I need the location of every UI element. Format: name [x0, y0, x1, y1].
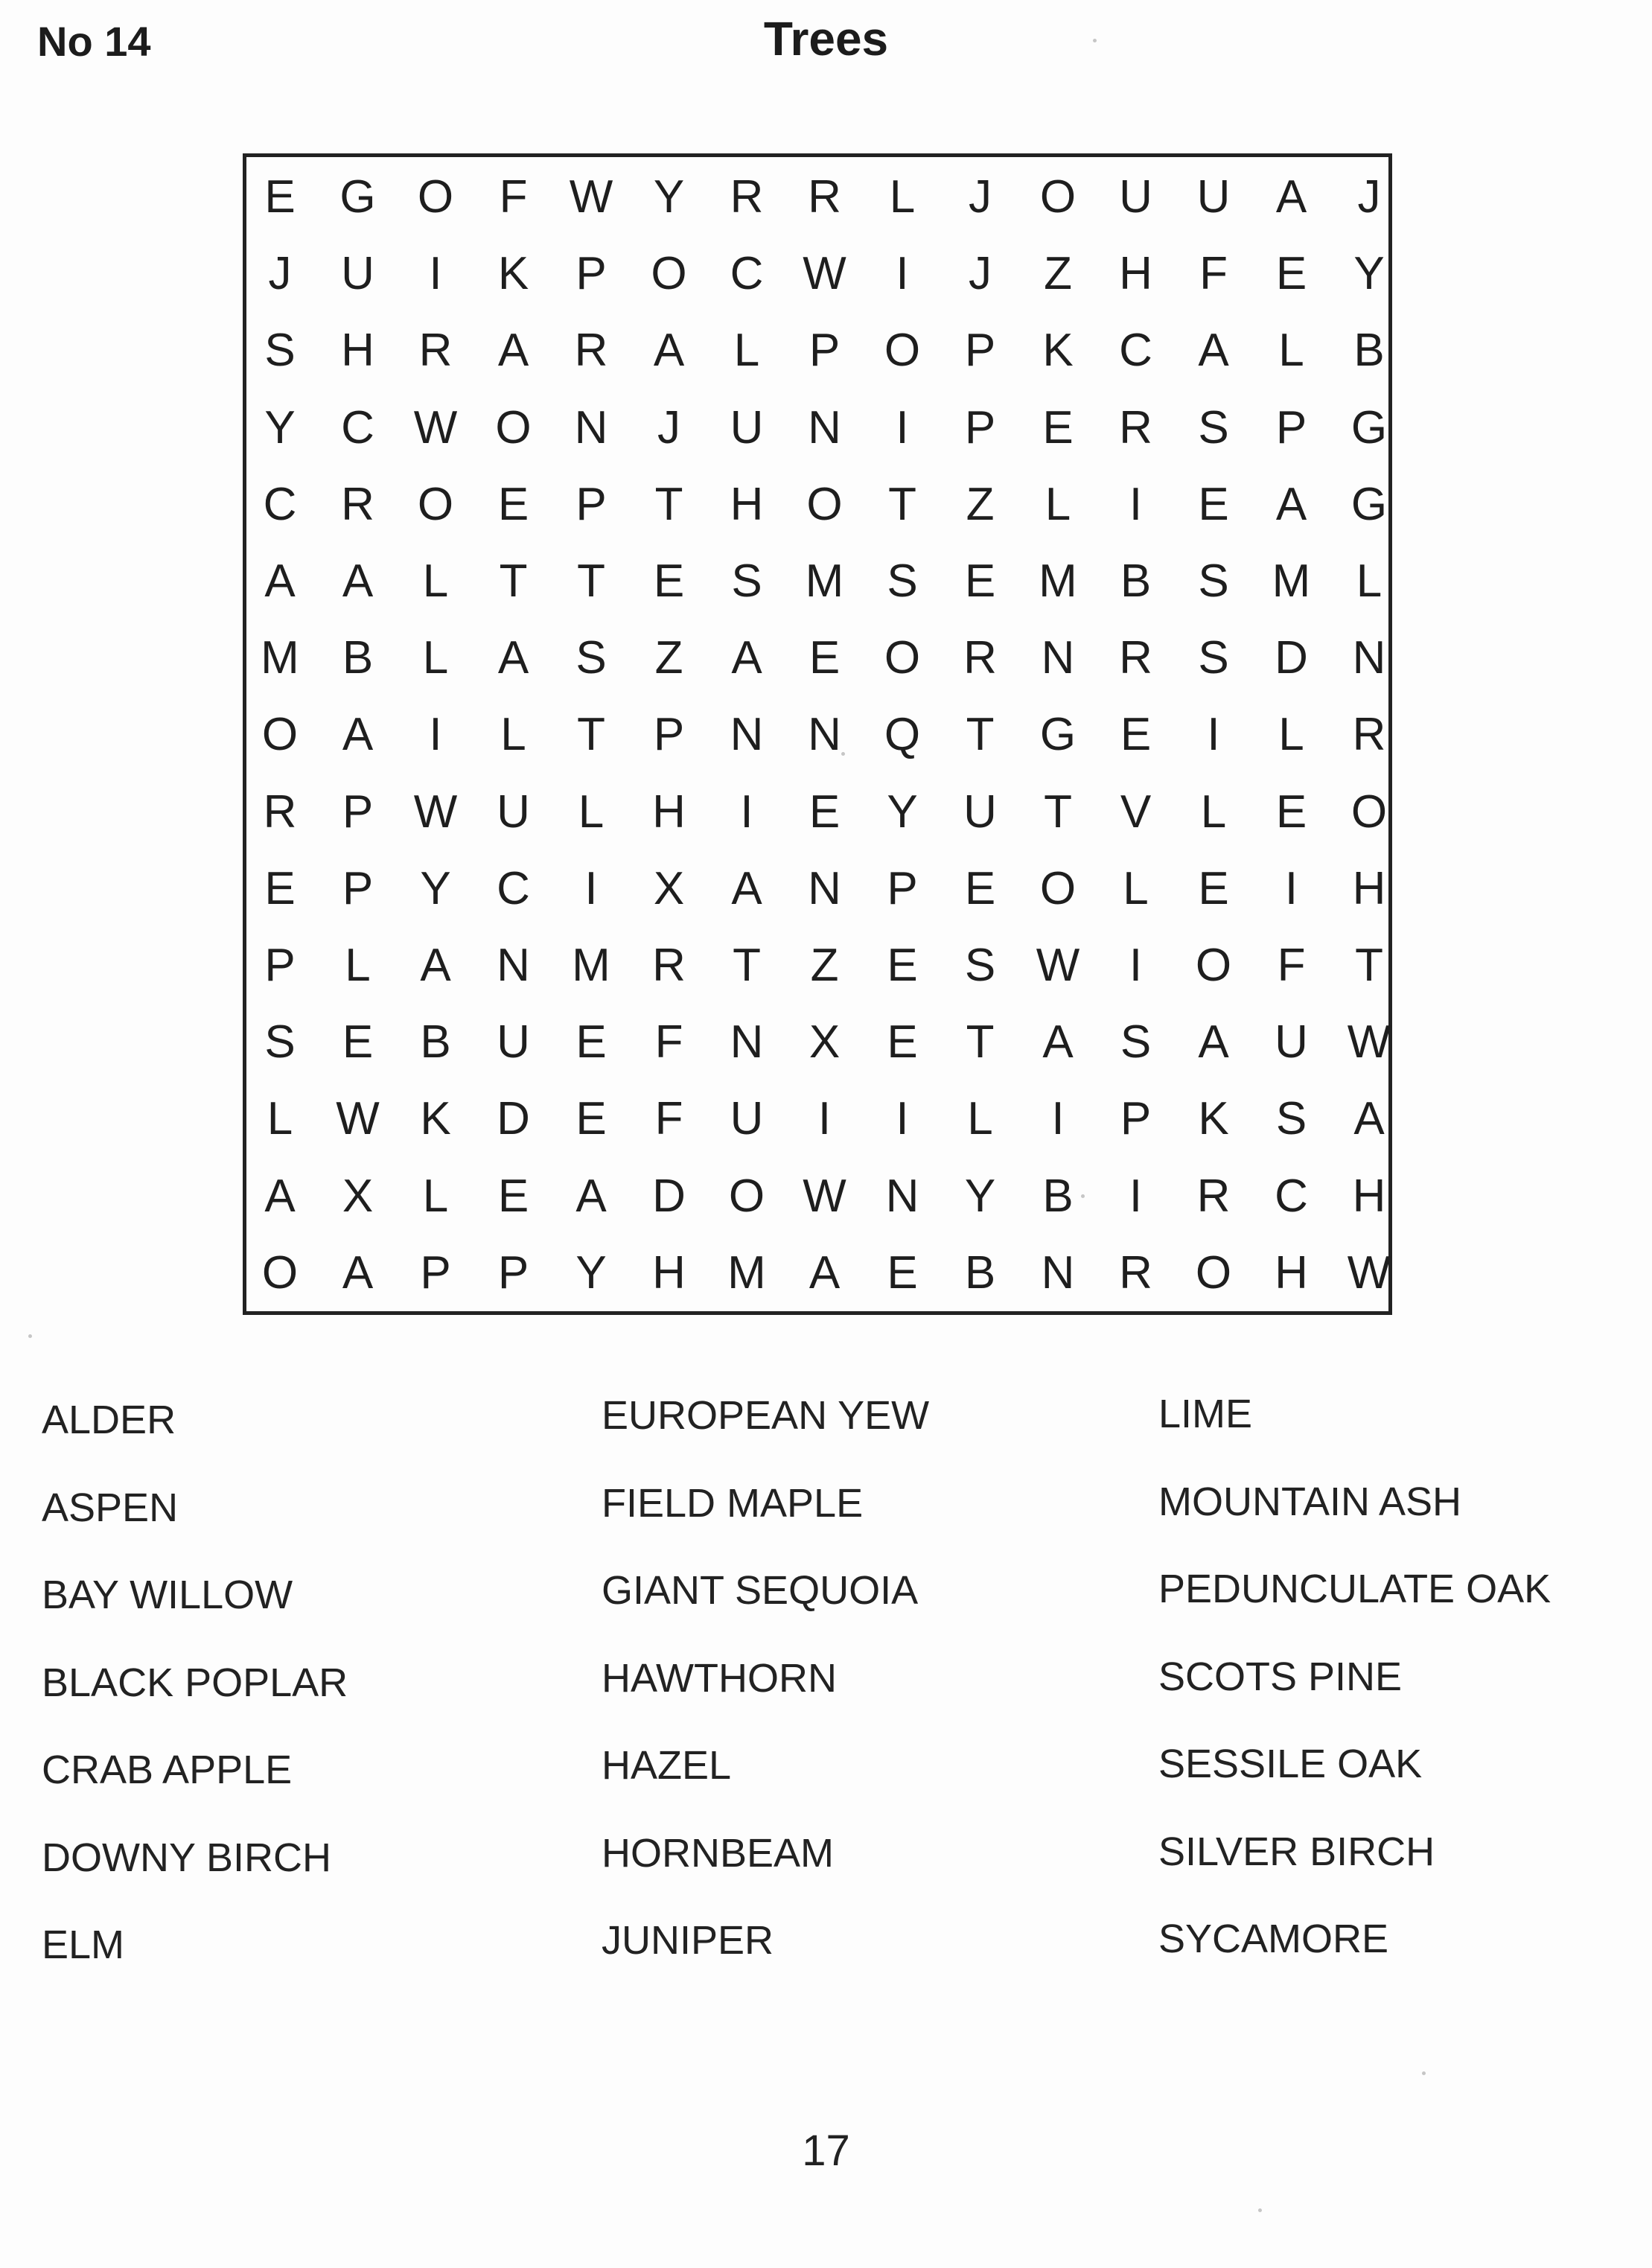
- grid-letter: A: [1042, 1016, 1074, 1068]
- grid-letter: L: [1200, 786, 1227, 838]
- grid-letter: E: [887, 1246, 918, 1299]
- word-list-item: SILVER BIRCH: [1158, 1829, 1435, 1874]
- grid-letter: R: [652, 940, 686, 991]
- grid-letter: S: [1198, 401, 1229, 453]
- word-list-item: BAY WILLOW: [42, 1573, 293, 1617]
- grid-letter: H: [1275, 1246, 1308, 1299]
- grid-letter: N: [1041, 632, 1075, 684]
- grid-letter: I: [896, 1093, 909, 1145]
- grid-letter: M: [727, 1246, 766, 1299]
- grid-letter: G: [1039, 709, 1077, 761]
- grid-letter: Y: [887, 786, 918, 838]
- grid-letter: I: [1129, 1170, 1143, 1222]
- scan-speck: [1093, 39, 1097, 42]
- grid-letter: P: [653, 709, 685, 761]
- page-title: Trees: [763, 12, 889, 66]
- grid-letter: A: [653, 325, 685, 377]
- grid-letter: N: [808, 862, 841, 914]
- grid-letter: R: [418, 325, 453, 377]
- grid-letter: P: [342, 786, 374, 838]
- grid-letter: W: [336, 1093, 380, 1145]
- grid-letter: U: [730, 1093, 764, 1145]
- grid-letter: P: [342, 862, 374, 914]
- grid-letter: P: [497, 1246, 529, 1299]
- grid-letter: R: [1352, 709, 1386, 761]
- grid-letter: N: [808, 709, 841, 761]
- grid-letter: W: [803, 248, 846, 300]
- grid-letter: S: [887, 555, 918, 607]
- grid-letter: A: [497, 632, 529, 684]
- grid-letter: G: [1350, 478, 1388, 530]
- grid-letter: L: [733, 325, 760, 377]
- grid-letter: E: [887, 940, 918, 991]
- word-list-item: HAZEL: [602, 1743, 732, 1788]
- word-list-item: SYCAMORE: [1158, 1917, 1389, 1961]
- grid-letter: O: [884, 325, 921, 377]
- grid-letter: G: [1350, 401, 1388, 453]
- grid-letter: L: [422, 632, 449, 684]
- grid-letter: C: [263, 478, 297, 530]
- grid-letter: S: [575, 632, 607, 684]
- grid-letter: U: [963, 786, 997, 838]
- grid-letter: A: [342, 709, 374, 761]
- word-list-item: BLACK POPLAR: [42, 1660, 348, 1705]
- grid-letter: O: [417, 171, 454, 223]
- grid-letter: N: [730, 709, 764, 761]
- grid-letter: Z: [810, 940, 839, 991]
- grid-letter: A: [1198, 325, 1229, 377]
- grid-letter: K: [1198, 1093, 1229, 1145]
- grid-letter: B: [342, 632, 374, 684]
- grid-letter: K: [497, 248, 529, 300]
- grid-letter: A: [1353, 1093, 1385, 1145]
- grid-letter: T: [966, 709, 995, 761]
- grid-letter: A: [1198, 1016, 1229, 1068]
- word-list-item: ELM: [42, 1923, 125, 1967]
- grid-letter: P: [887, 862, 918, 914]
- word-list-item: SCOTS PINE: [1158, 1654, 1403, 1699]
- grid-letter: I: [429, 248, 442, 300]
- grid-letter: E: [575, 1016, 607, 1068]
- grid-letter: C: [341, 401, 374, 453]
- grid-letter: I: [429, 709, 442, 761]
- grid-letter: E: [1120, 709, 1152, 761]
- grid-letter: L: [267, 1093, 293, 1145]
- grid-letter: E: [497, 1170, 529, 1222]
- grid-letter: A: [497, 325, 529, 377]
- grid-letter: U: [497, 1016, 530, 1068]
- grid-letter: P: [264, 940, 296, 991]
- grid-letter: Q: [884, 709, 921, 761]
- grid-letter: O: [806, 478, 843, 530]
- grid-letter: E: [1275, 248, 1307, 300]
- grid-letter: E: [264, 171, 296, 223]
- grid-letter: F: [654, 1093, 683, 1145]
- grid-letter: R: [1119, 632, 1152, 684]
- grid-letter: W: [803, 1170, 846, 1222]
- grid-letter: R: [730, 171, 764, 223]
- grid-letter: S: [1120, 1016, 1152, 1068]
- grid-letter: R: [341, 478, 374, 530]
- grid-letter: M: [572, 940, 610, 991]
- grid-letter: C: [1275, 1170, 1308, 1222]
- grid-letter: O: [261, 709, 299, 761]
- grid-letter: I: [1207, 709, 1220, 761]
- grid-letter: B: [420, 1016, 451, 1068]
- grid-letter: S: [264, 1016, 296, 1068]
- scan-speck: [1422, 2071, 1426, 2075]
- grid-letter: R: [808, 171, 841, 223]
- grid-letter: Y: [653, 171, 685, 223]
- grid-letter: Y: [1353, 248, 1385, 300]
- grid-letter: A: [264, 555, 296, 607]
- grid-letter: L: [889, 171, 916, 223]
- grid-letter: G: [339, 171, 376, 223]
- grid-letter: Y: [264, 401, 296, 453]
- grid-letter: T: [1355, 940, 1383, 991]
- grid-letter: E: [575, 1093, 607, 1145]
- grid-letter: T: [966, 1016, 995, 1068]
- grid-letter: F: [1277, 940, 1306, 991]
- grid-letter: W: [413, 401, 458, 453]
- word-list-item: FIELD MAPLE: [602, 1480, 864, 1526]
- grid-letter: L: [578, 786, 605, 838]
- grid-letter: O: [728, 1170, 765, 1222]
- grid-letter: C: [1119, 325, 1152, 377]
- grid-letter: F: [1199, 248, 1228, 300]
- grid-letter: F: [499, 171, 528, 223]
- grid-letter: D: [497, 1093, 530, 1145]
- grid-letter: T: [888, 478, 916, 530]
- grid-letter: J: [268, 248, 292, 300]
- word-list-item: JUNIPER: [602, 1918, 774, 1963]
- grid-letter: P: [964, 401, 996, 453]
- word-list-item: DOWNY BIRCH: [42, 1835, 332, 1880]
- grid-letter: S: [1198, 555, 1229, 607]
- grid-letter: A: [1275, 478, 1307, 530]
- grid-letter: T: [577, 709, 605, 761]
- grid-letter: D: [1275, 632, 1308, 684]
- word-list-column-2: [602, 1395, 1138, 2008]
- grid-letter: I: [817, 1093, 832, 1145]
- grid-letter: W: [1347, 1246, 1391, 1299]
- grid-letter: I: [896, 401, 909, 453]
- grid-letter: T: [1044, 786, 1072, 838]
- grid-letter: I: [896, 248, 909, 300]
- word-list-column-3: [1158, 1394, 1652, 2007]
- grid-letter: K: [420, 1093, 451, 1145]
- grid-letter: L: [1278, 325, 1304, 377]
- word-list-item: PEDUNCULATE OAK: [1158, 1567, 1551, 1611]
- grid-letter: E: [1198, 478, 1229, 530]
- grid-letter: R: [1119, 1246, 1152, 1299]
- grid-letter: U: [1119, 171, 1152, 223]
- grid-letter: O: [1195, 940, 1232, 991]
- grid-letter: Y: [420, 862, 451, 914]
- scan-speck: [28, 1334, 32, 1338]
- grid-letter: F: [654, 1016, 683, 1068]
- grid-letter: W: [569, 171, 613, 223]
- grid-letter: W: [1347, 1016, 1391, 1068]
- grid-letter: T: [577, 555, 605, 607]
- grid-letter: L: [1123, 862, 1149, 914]
- grid-letter: N: [574, 401, 608, 453]
- word-list-column-1: [42, 1400, 578, 2013]
- grid-letter: P: [964, 325, 996, 377]
- grid-letter: B: [1042, 1170, 1074, 1222]
- grid-letter: P: [809, 325, 841, 377]
- grid-letter: T: [499, 555, 528, 607]
- grid-letter: N: [1352, 632, 1386, 684]
- grid-letter: H: [730, 478, 764, 530]
- grid-letter: O: [1195, 1246, 1232, 1299]
- grid-letter: R: [963, 632, 997, 684]
- grid-letter: A: [1275, 171, 1307, 223]
- grid-letter: D: [652, 1170, 686, 1222]
- grid-letter: E: [809, 786, 841, 838]
- word-search-grid: [246, 157, 1391, 1311]
- word-list-item: LIME: [1158, 1392, 1253, 1436]
- grid-letter: L: [345, 940, 371, 991]
- grid-letter: A: [342, 555, 374, 607]
- grid-letter: L: [422, 555, 449, 607]
- grid-letter: E: [264, 862, 296, 914]
- grid-letter: N: [808, 401, 841, 453]
- grid-letter: V: [1120, 786, 1152, 838]
- scan-speck: [1258, 2208, 1262, 2212]
- grid-letter: M: [1272, 555, 1311, 607]
- grid-letter: R: [1119, 401, 1152, 453]
- grid-letter: O: [651, 248, 687, 300]
- grid-letter: U: [497, 786, 530, 838]
- grid-letter: L: [1356, 555, 1382, 607]
- word-list-item: ALDER: [42, 1398, 176, 1442]
- grid-letter: I: [1129, 478, 1143, 530]
- grid-letter: I: [584, 862, 598, 914]
- grid-letter: E: [1042, 401, 1074, 453]
- grid-letter: R: [1196, 1170, 1231, 1222]
- grid-letter: N: [1041, 1246, 1075, 1299]
- grid-letter: E: [1275, 786, 1307, 838]
- grid-letter: C: [730, 248, 764, 300]
- grid-letter: I: [1129, 940, 1143, 991]
- grid-letter: O: [884, 632, 921, 684]
- grid-letter: H: [1352, 1170, 1386, 1222]
- scan-speck: [1081, 1194, 1085, 1198]
- word-list-item: CRAB APPLE: [42, 1748, 293, 1792]
- grid-letter: Y: [964, 1170, 996, 1222]
- grid-letter: L: [1045, 478, 1071, 530]
- grid-letter: O: [495, 401, 532, 453]
- grid-letter: Z: [1044, 248, 1072, 300]
- grid-letter: M: [1039, 555, 1077, 607]
- word-list-item: ASPEN: [42, 1485, 179, 1530]
- word-list-item: HAWTHORN: [602, 1655, 837, 1701]
- scan-speck: [841, 752, 845, 756]
- grid-letter: O: [1039, 171, 1077, 223]
- word-list-item: GIANT SEQUOIA: [602, 1568, 919, 1613]
- grid-letter: P: [575, 248, 607, 300]
- grid-letter: H: [341, 325, 374, 377]
- grid-letter: T: [654, 478, 683, 530]
- grid-letter: E: [497, 478, 529, 530]
- grid-letter: E: [964, 862, 996, 914]
- grid-letter: P: [1275, 401, 1307, 453]
- grid-letter: I: [1051, 1093, 1065, 1145]
- grid-letter: O: [1350, 786, 1388, 838]
- grid-letter: E: [964, 555, 996, 607]
- grid-letter: E: [1198, 862, 1229, 914]
- grid-letter: O: [1039, 862, 1077, 914]
- grid-letter: T: [733, 940, 761, 991]
- grid-letter: A: [731, 862, 762, 914]
- grid-letter: X: [809, 1016, 841, 1068]
- grid-letter: R: [574, 325, 608, 377]
- grid-letter: E: [653, 555, 685, 607]
- grid-letter: A: [342, 1246, 374, 1299]
- grid-letter: S: [1198, 632, 1229, 684]
- word-search-grid-border: [243, 153, 1392, 1315]
- grid-letter: E: [809, 632, 841, 684]
- grid-letter: O: [417, 478, 454, 530]
- grid-letter: Z: [654, 632, 683, 684]
- grid-letter: S: [731, 555, 762, 607]
- grid-letter: J: [969, 171, 992, 223]
- grid-letter: B: [964, 1246, 996, 1299]
- word-list-item: HORNBEAM: [602, 1830, 835, 1876]
- grid-letter: A: [575, 1170, 607, 1222]
- grid-letter: P: [575, 478, 607, 530]
- grid-letter: S: [964, 940, 996, 991]
- grid-letter: L: [967, 1093, 993, 1145]
- grid-letter: L: [500, 709, 526, 761]
- grid-letter: E: [342, 1016, 374, 1068]
- grid-letter: W: [1036, 940, 1080, 991]
- grid-letter: H: [652, 786, 686, 838]
- grid-letter: J: [969, 248, 992, 300]
- grid-letter: I: [1284, 862, 1298, 914]
- grid-letter: C: [497, 862, 530, 914]
- grid-letter: O: [261, 1246, 299, 1299]
- grid-letter: A: [731, 632, 762, 684]
- grid-letter: N: [730, 1016, 764, 1068]
- grid-letter: K: [1042, 325, 1074, 377]
- grid-letter: N: [497, 940, 530, 991]
- grid-letter: B: [1120, 555, 1152, 607]
- puzzle-number: No 14: [37, 18, 151, 65]
- grid-letter: U: [730, 401, 764, 453]
- grid-letter: U: [1196, 171, 1231, 223]
- grid-letter: Y: [575, 1246, 607, 1299]
- grid-letter: I: [740, 786, 753, 838]
- grid-letter: X: [653, 862, 685, 914]
- word-list-item: SESSILE OAK: [1158, 1742, 1423, 1786]
- grid-letter: M: [805, 555, 844, 607]
- grid-letter: H: [652, 1246, 686, 1299]
- grid-letter: A: [420, 940, 451, 991]
- grid-letter: J: [657, 401, 680, 453]
- grid-letter: P: [420, 1246, 451, 1299]
- grid-letter: S: [1275, 1093, 1307, 1145]
- grid-letter: U: [1275, 1016, 1308, 1068]
- grid-letter: J: [1357, 171, 1381, 223]
- grid-letter: A: [809, 1246, 841, 1299]
- grid-letter: Z: [966, 478, 995, 530]
- grid-letter: A: [264, 1170, 296, 1222]
- grid-letter: P: [1120, 1093, 1152, 1145]
- grid-letter: R: [263, 786, 297, 838]
- grid-letter: M: [261, 632, 299, 684]
- grid-letter: W: [413, 786, 458, 838]
- grid-letter: U: [341, 248, 374, 300]
- grid-letter: L: [422, 1170, 449, 1222]
- grid-letter: L: [1278, 709, 1304, 761]
- page-number: 17: [802, 2127, 850, 2175]
- grid-letter: S: [264, 325, 296, 377]
- grid-letter: B: [1353, 325, 1385, 377]
- grid-letter: E: [887, 1016, 918, 1068]
- grid-letter: N: [885, 1170, 919, 1222]
- word-list-item: MOUNTAIN ASH: [1158, 1479, 1462, 1524]
- grid-letter: H: [1119, 248, 1152, 300]
- grid-letter: H: [1352, 862, 1386, 914]
- word-list-item: EUROPEAN YEW: [602, 1393, 930, 1438]
- grid-letter: X: [342, 1170, 374, 1222]
